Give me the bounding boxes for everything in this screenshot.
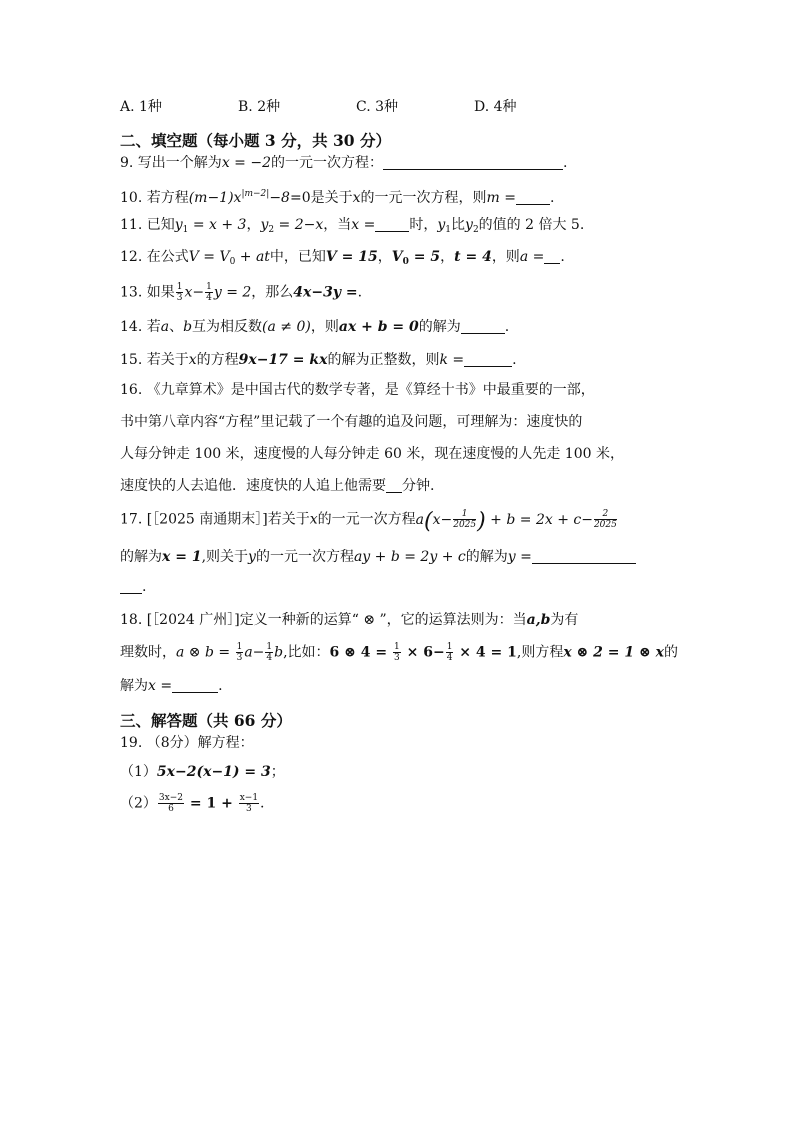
question-16-line-4: 速度快的人去追他．速度快的人追上他需要 分钟. <box>120 478 435 494</box>
question-19-part-2: （2） $\frac{3x-2}{6}$ = 1 + $\frac{x-1}{3}$ . <box>120 793 265 814</box>
question-10: 10. 若方程$(m-1)x^{|m-2|}-8=0$是关于x的一元一次方程，则m = . <box>120 189 555 206</box>
answer-blank[interactable] <box>461 319 505 334</box>
question-11: 11. 已知$y_1 = x + 3$，$y_2 = 2-x$，当x = 时，$y_1$比$y_2$的值的 2 倍大 5. <box>120 217 585 235</box>
option-b: B. 2种 <box>238 99 281 115</box>
answer-blank[interactable] <box>120 579 142 594</box>
question-19-title: 19. （8分）解方程： <box>120 735 254 751</box>
answer-blank[interactable] <box>375 217 409 232</box>
question-17-line-2: 的解为x = 1,则关于y的一元一次方程ay + b = 2y + c的解为y = <box>120 547 636 567</box>
option-c: C. 3种 <box>356 99 399 115</box>
section-3-title: 三、解答题（共 66 分） <box>120 711 292 730</box>
question-9: 9. 写出一个解为x = −2的一元一次方程： . <box>120 155 568 171</box>
question-16-line-3: 人每分钟走 100 米，速度慢的人每分钟走 60 米，现在速度慢的人先走 100 米， <box>120 446 624 462</box>
question-17-line-3: . <box>120 577 146 597</box>
question-16-line-2: 书中第八章内容“方程”里记载了一个有趣的追及问题，可理解为：速度快的 <box>120 414 583 430</box>
answer-blank[interactable] <box>516 190 550 205</box>
question-16-line-1: 16. 《九章算术》是中国古代的数学专著，是《算经十书》中最重要的一部， <box>120 382 595 398</box>
question-19-part-1: （1）5x−2(x−1) = 3； <box>120 764 285 780</box>
answer-blank[interactable] <box>532 549 636 564</box>
option-d: D. 4种 <box>474 99 517 115</box>
question-18-line-3: 解为x = . <box>120 678 223 694</box>
question-17-line-1: 17. [［2025 南通期末］]若关于x的一元一次方程a(x− $\frac{1}{2025}$ ) + b = 2x + c− $\frac{2}{2025}$ <box>120 508 617 534</box>
option-a: A. 1种 <box>120 99 162 115</box>
question-12: 12. 在公式$V = V_0$ + at中，已知V = 15，$V_0 = 5$，t = 4，则a = . <box>120 249 565 267</box>
question-15: 15. 若关于x的方程9x−17 = kx的解为正整数，则k = . <box>120 352 517 368</box>
question-13: 13. 如果 $\frac{1}{3}$ x− $\frac{1}{4}$ y = 2，那么4x−3y =. <box>120 282 363 303</box>
question-18-line-1: 18. [［2024 广州］]定义一种新的运算“ ⊗ ”，它的运算法则为：当a,b为有 <box>120 612 579 628</box>
answer-blank[interactable] <box>464 352 512 367</box>
question-14: 14. 若a、b互为相反数(a ≠ 0)，则ax + b = 0的解为 . <box>120 319 510 335</box>
question-18-line-2: 理数时，a ⊗ b = $\frac{1}{3}$ a− $\frac{1}{4}$ b,比如：6 ⊗ 4 = $\frac{1}{3}$ × 6− $\frac{1}{4}$ × 4 = 1,则方程x ⊗ 2 = 1 ⊗ x的 <box>120 642 678 663</box>
answer-blank[interactable] <box>172 678 218 693</box>
section-2-title: 二、填空题（每小题 3 分，共 30 分） <box>120 131 391 150</box>
answer-blank[interactable] <box>544 249 560 264</box>
answer-blank[interactable] <box>386 478 402 493</box>
answer-blank[interactable] <box>383 155 563 170</box>
